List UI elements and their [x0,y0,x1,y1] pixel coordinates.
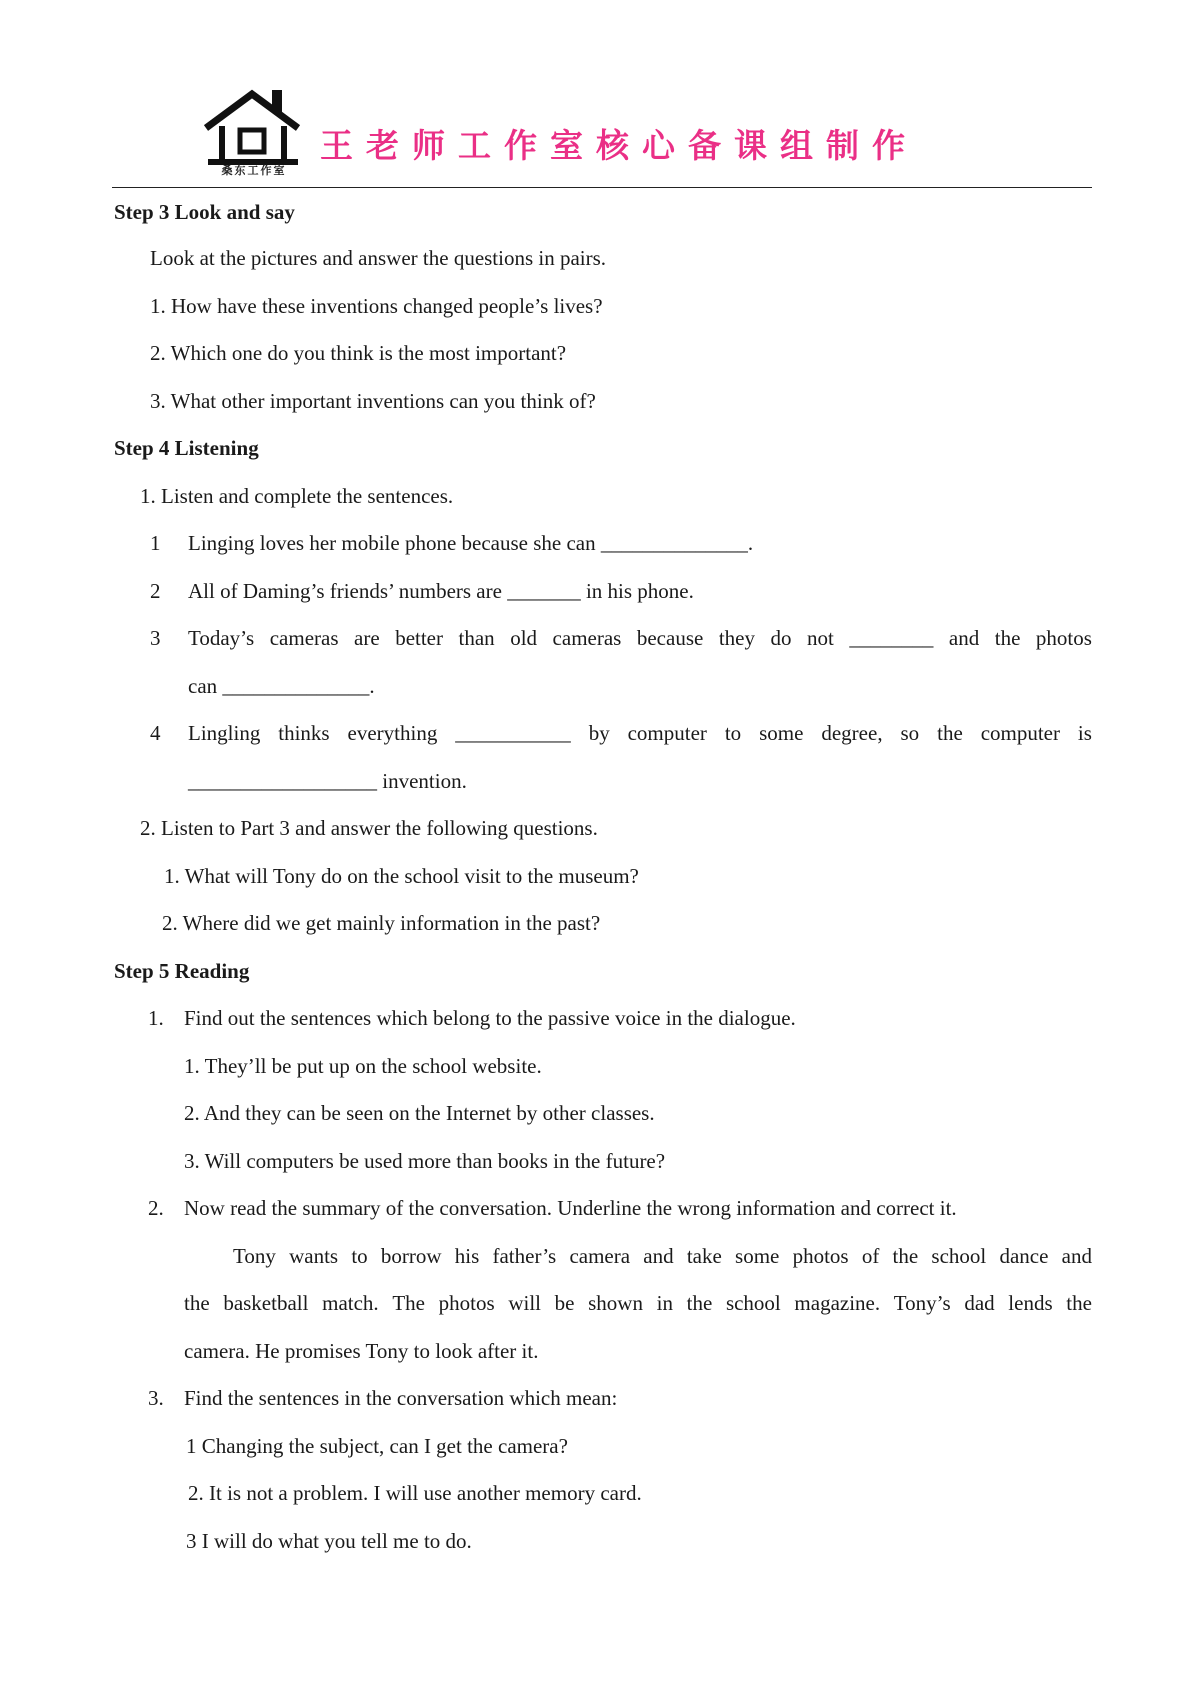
word: magazine. [794,1291,881,1315]
word: and [1061,1244,1092,1268]
step4-question-2: 2. Where did we get mainly information in the past? [162,911,601,935]
step5-task-2-text: Now read the summary of the conversation. Underline the wrong information and correct it. [184,1196,957,1220]
word: his [454,1244,480,1268]
step5-task-1-sentence-1: 1. They’ll be put up on the school website. [184,1054,542,1078]
step3-question-1: 1. How have these inventions changed people’s lives? [150,294,603,318]
step5-task-1-sentence-3: 3. Will computers be used more than books in the future? [184,1149,666,1173]
word: the [686,1291,713,1315]
step3-question-2: 2. Which one do you think is the most important? [150,341,567,365]
word: do [770,626,792,650]
step4-sentence-1-text: Linging loves her mobile phone because she can ______________. [188,531,754,555]
word: in [656,1291,673,1315]
step3-question-3: 3. What other important inventions can you think of? [150,389,596,413]
word: cameras [269,626,339,650]
word: be [554,1291,575,1315]
step5-title: Step 5 Reading [114,959,250,983]
step5-task-3-number: 3. [148,1386,164,1410]
word: wants [289,1244,339,1268]
word: old [510,626,538,650]
step4-task-1: 1. Listen and complete the sentences. [140,484,454,508]
word: dance [999,1244,1049,1268]
word: photos [438,1291,495,1315]
step4-sentence-4-continuation: __________________ invention. [188,769,467,793]
word: and [643,1244,674,1268]
step5-summary-line-2 [184,1291,1092,1315]
step5-task-3-sentence-3: 3 I will do what you tell me to do. [186,1529,472,1553]
word: not [807,626,834,650]
word: borrow [380,1244,442,1268]
word: the [892,1244,919,1268]
step4-sentence-3-text [188,626,1092,650]
step5-task-3-sentence-2: 2. It is not a problem. I will use another memory card. [188,1481,642,1505]
step3-intro: Look at the pictures and answer the questions in pairs. [150,246,607,270]
word: Today’s [188,626,255,650]
word: school [931,1244,987,1268]
word: will [508,1291,541,1315]
sentence-number: 1 [150,531,161,555]
word: cameras [552,626,622,650]
word: by [588,721,610,745]
word: they [718,626,755,650]
word: is [1077,721,1092,745]
logo-caption: 桑东工作室 [221,164,287,177]
word: lends [1008,1291,1053,1315]
step5-task-3-text: Find the sentences in the conversation which mean: [184,1386,618,1410]
step4-sentence-3-number: 3 [150,626,161,650]
header-banner: 王老师工作室核心备课组制作 [320,126,918,165]
step4-title: Step 4 Listening [114,436,259,460]
word: thinks [278,721,330,745]
step4-question-1: 1. What will Tony do on the school visit to the museum? [164,864,639,888]
word: degree, [821,721,883,745]
word: basketball [223,1291,309,1315]
word: Tony [233,1244,276,1268]
word: the [1066,1291,1092,1315]
step4-sentence-2-text: All of Daming’s friends’ numbers are _______ in his phone. [188,579,694,603]
word: school [725,1291,781,1315]
word: take [686,1244,722,1268]
word: computer [980,721,1060,745]
word: so [900,721,920,745]
word: ___________ [455,721,571,745]
page-header [112,80,1092,190]
step5-summary-line-1 [233,1244,1092,1268]
word: the [994,626,1021,650]
step5-task-3-sentence-1: 1 Changing the subject, can I get the camera? [186,1434,568,1458]
word: of [861,1244,880,1268]
step4-sentence-4-text [188,721,1092,745]
word: photos [792,1244,849,1268]
word: match. [322,1291,379,1315]
step5-task-1-text: Find out the sentences which belong to the passive voice in the dialogue. [184,1006,796,1030]
header-divider [112,187,1092,188]
word: photos [1035,626,1092,650]
step5-task-1-sentence-2: 2. And they can be seen on the Internet by other classes. [184,1101,655,1125]
step5-summary-line-3: camera. He promises Tony to look after it. [184,1339,539,1363]
word: to [351,1244,368,1268]
step4-sentence-2-number: 2 [150,579,161,603]
word: than [458,626,495,650]
step5-task-1-number: 1. [148,1006,164,1030]
word: some [759,721,804,745]
word: everything [347,721,438,745]
word: some [735,1244,780,1268]
word: shown [588,1291,643,1315]
word: to [724,721,742,745]
word: the [184,1291,210,1315]
word: ________ [849,626,934,650]
word: computer [627,721,707,745]
step4-sentence-4-number: 4 [150,721,161,745]
word: camera [569,1244,631,1268]
word: better [395,626,443,650]
word: father’s [492,1244,557,1268]
step3-title: Step 3 Look and say [114,200,295,224]
word: The [392,1291,425,1315]
step5-task-2-number: 2. [148,1196,164,1220]
word: because [636,626,704,650]
word: Tony’s [893,1291,951,1315]
step4-task-2: 2. Listen to Part 3 and answer the following questions. [140,816,598,840]
word: are [354,626,380,650]
word: the [937,721,963,745]
word: and [948,626,980,650]
step4-sentence-3-continuation: can ______________. [188,674,375,698]
word: Lingling [188,721,261,745]
word: dad [964,1291,995,1315]
